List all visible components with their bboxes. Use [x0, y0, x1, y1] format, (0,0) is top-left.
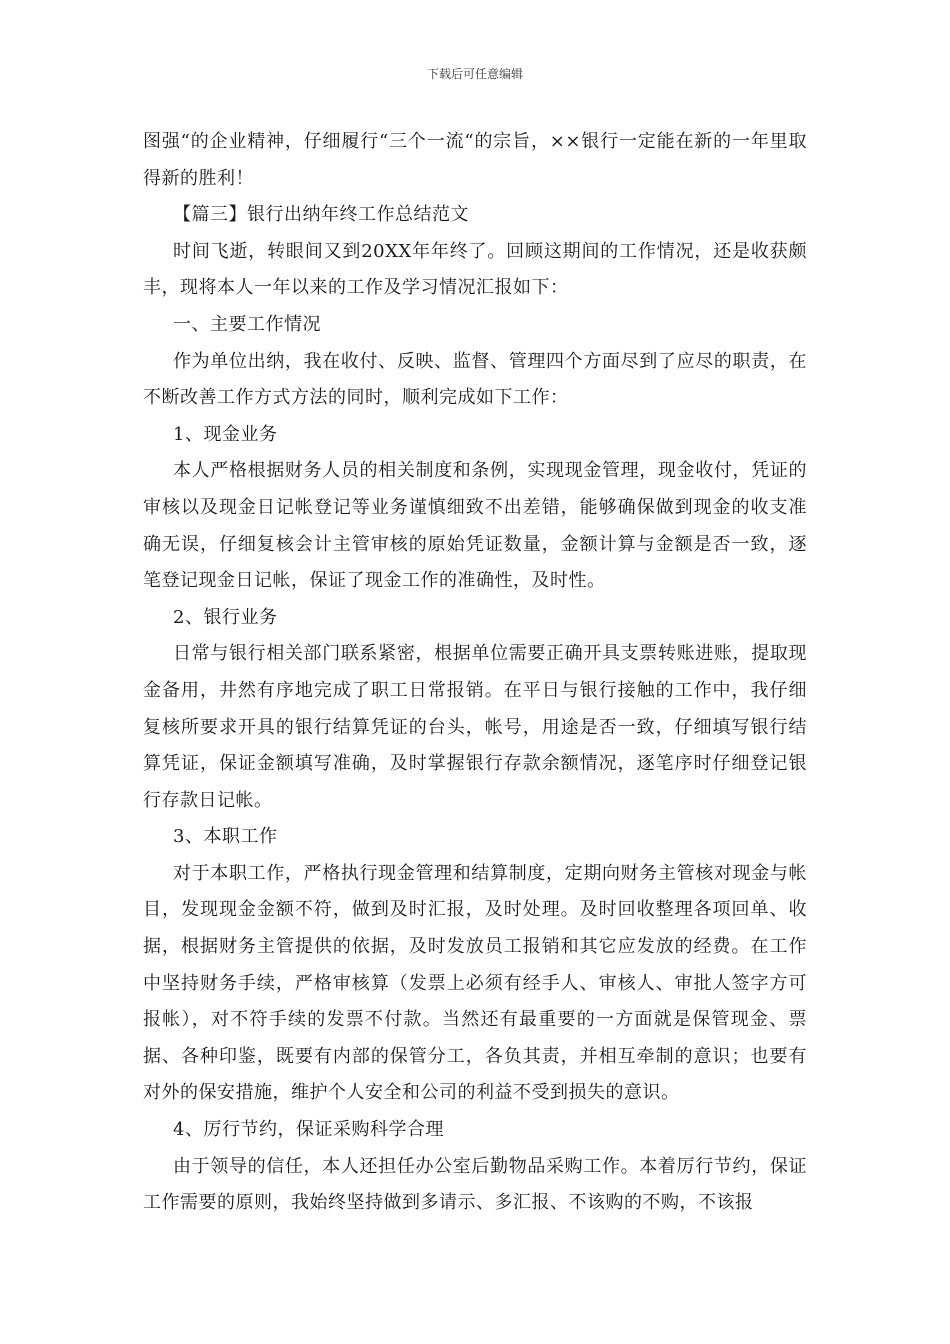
paragraph-bank-business: 日常与银行相关部门联系紧密，根据单位需要正确开具支票转账进账，提取现金备用，井然有序地完成了职工日常报销。在平日与银行接触的工作中，我仔细复核所要求开具的银行结算凭证的台头，帐号，用途是否一致，仔细填写银行结算凭证，保证金额填写准确，及时掌握银行存款余额情况，逐笔序时仔细登记银行存款日记帐。 [143, 643, 807, 811]
paragraph-cash-business: 本人严格根据财务人员的相关制度和条例，实现现金管理，现金收付，凭证的审核以及现金日记帐登记等业务谨慎细致不出差错，能够确保做到现金的收支准确无误，仔细复核会计主管审核的原始凭证数量，金额计算与金额是否一致，逐笔登记现金日记帐，保证了现金工作的准确性，及时性。 [143, 460, 807, 592]
paragraph-duties: 作为单位出纳，我在收付、反映、监督、管理四个方面尽到了应尽的职责，在不断改善工作方式方法的同时，顺利完成如下工作： [143, 350, 807, 409]
paragraph-own-work: 对于本职工作，严格执行现金管理和结算制度，定期向财务主管核对现金与帐目，发现现金金额不符，做到及时汇报，及时处理。及时回收整理各项回单、收据，根据财务主管提供的依据，及时发放员工报销和其它应发放的经费。在工作中坚持财务手续，严格审核算（发票上必须有经手人、审核人、审批人签字方可报帐），对不符手续的发票不付款。当然还有最重要的一方面就是保管现金、票据、各种印鉴，既要有内部的保管分工，各负其责，并相互牵制的意识；也要有对外的保安措施，维护个人安全和公司的利益不受到损失的意识。 [143, 862, 807, 1104]
document-body [143, 124, 807, 1222]
paragraph-thrift: 由于领导的信任，本人还担任办公室后勤物品采购工作。本着厉行节约，保证工作需要的原则，我始终坚持做到多请示、多汇报、不该购的不购，不该报 [143, 1155, 807, 1214]
heading-thrift: 4、厉行节约，保证采购科学合理 [173, 1119, 444, 1141]
paragraph-intro: 时间飞逝，转眼间又到20XX年年终了。回顾这期间的工作情况，还是收获颇丰，现将本人一年以来的工作及学习情况汇报如下： [143, 240, 807, 299]
heading-own-work: 3、本职工作 [173, 826, 278, 848]
heading-bank-business: 2、银行业务 [173, 606, 278, 628]
section-title: 【篇三】银行出纳年终工作总结范文 [173, 204, 469, 226]
heading-cash-business: 1、现金业务 [173, 423, 278, 445]
page-header-note: 下载后可任意编辑 [426, 67, 523, 81]
heading-main-work: 一、主要工作情况 [173, 313, 321, 335]
paragraph-continuation: 图强“的企业精神，仔细履行“三个一流“的宗旨，××银行一定能在新的一年里取得新的胜利！ [143, 131, 807, 189]
